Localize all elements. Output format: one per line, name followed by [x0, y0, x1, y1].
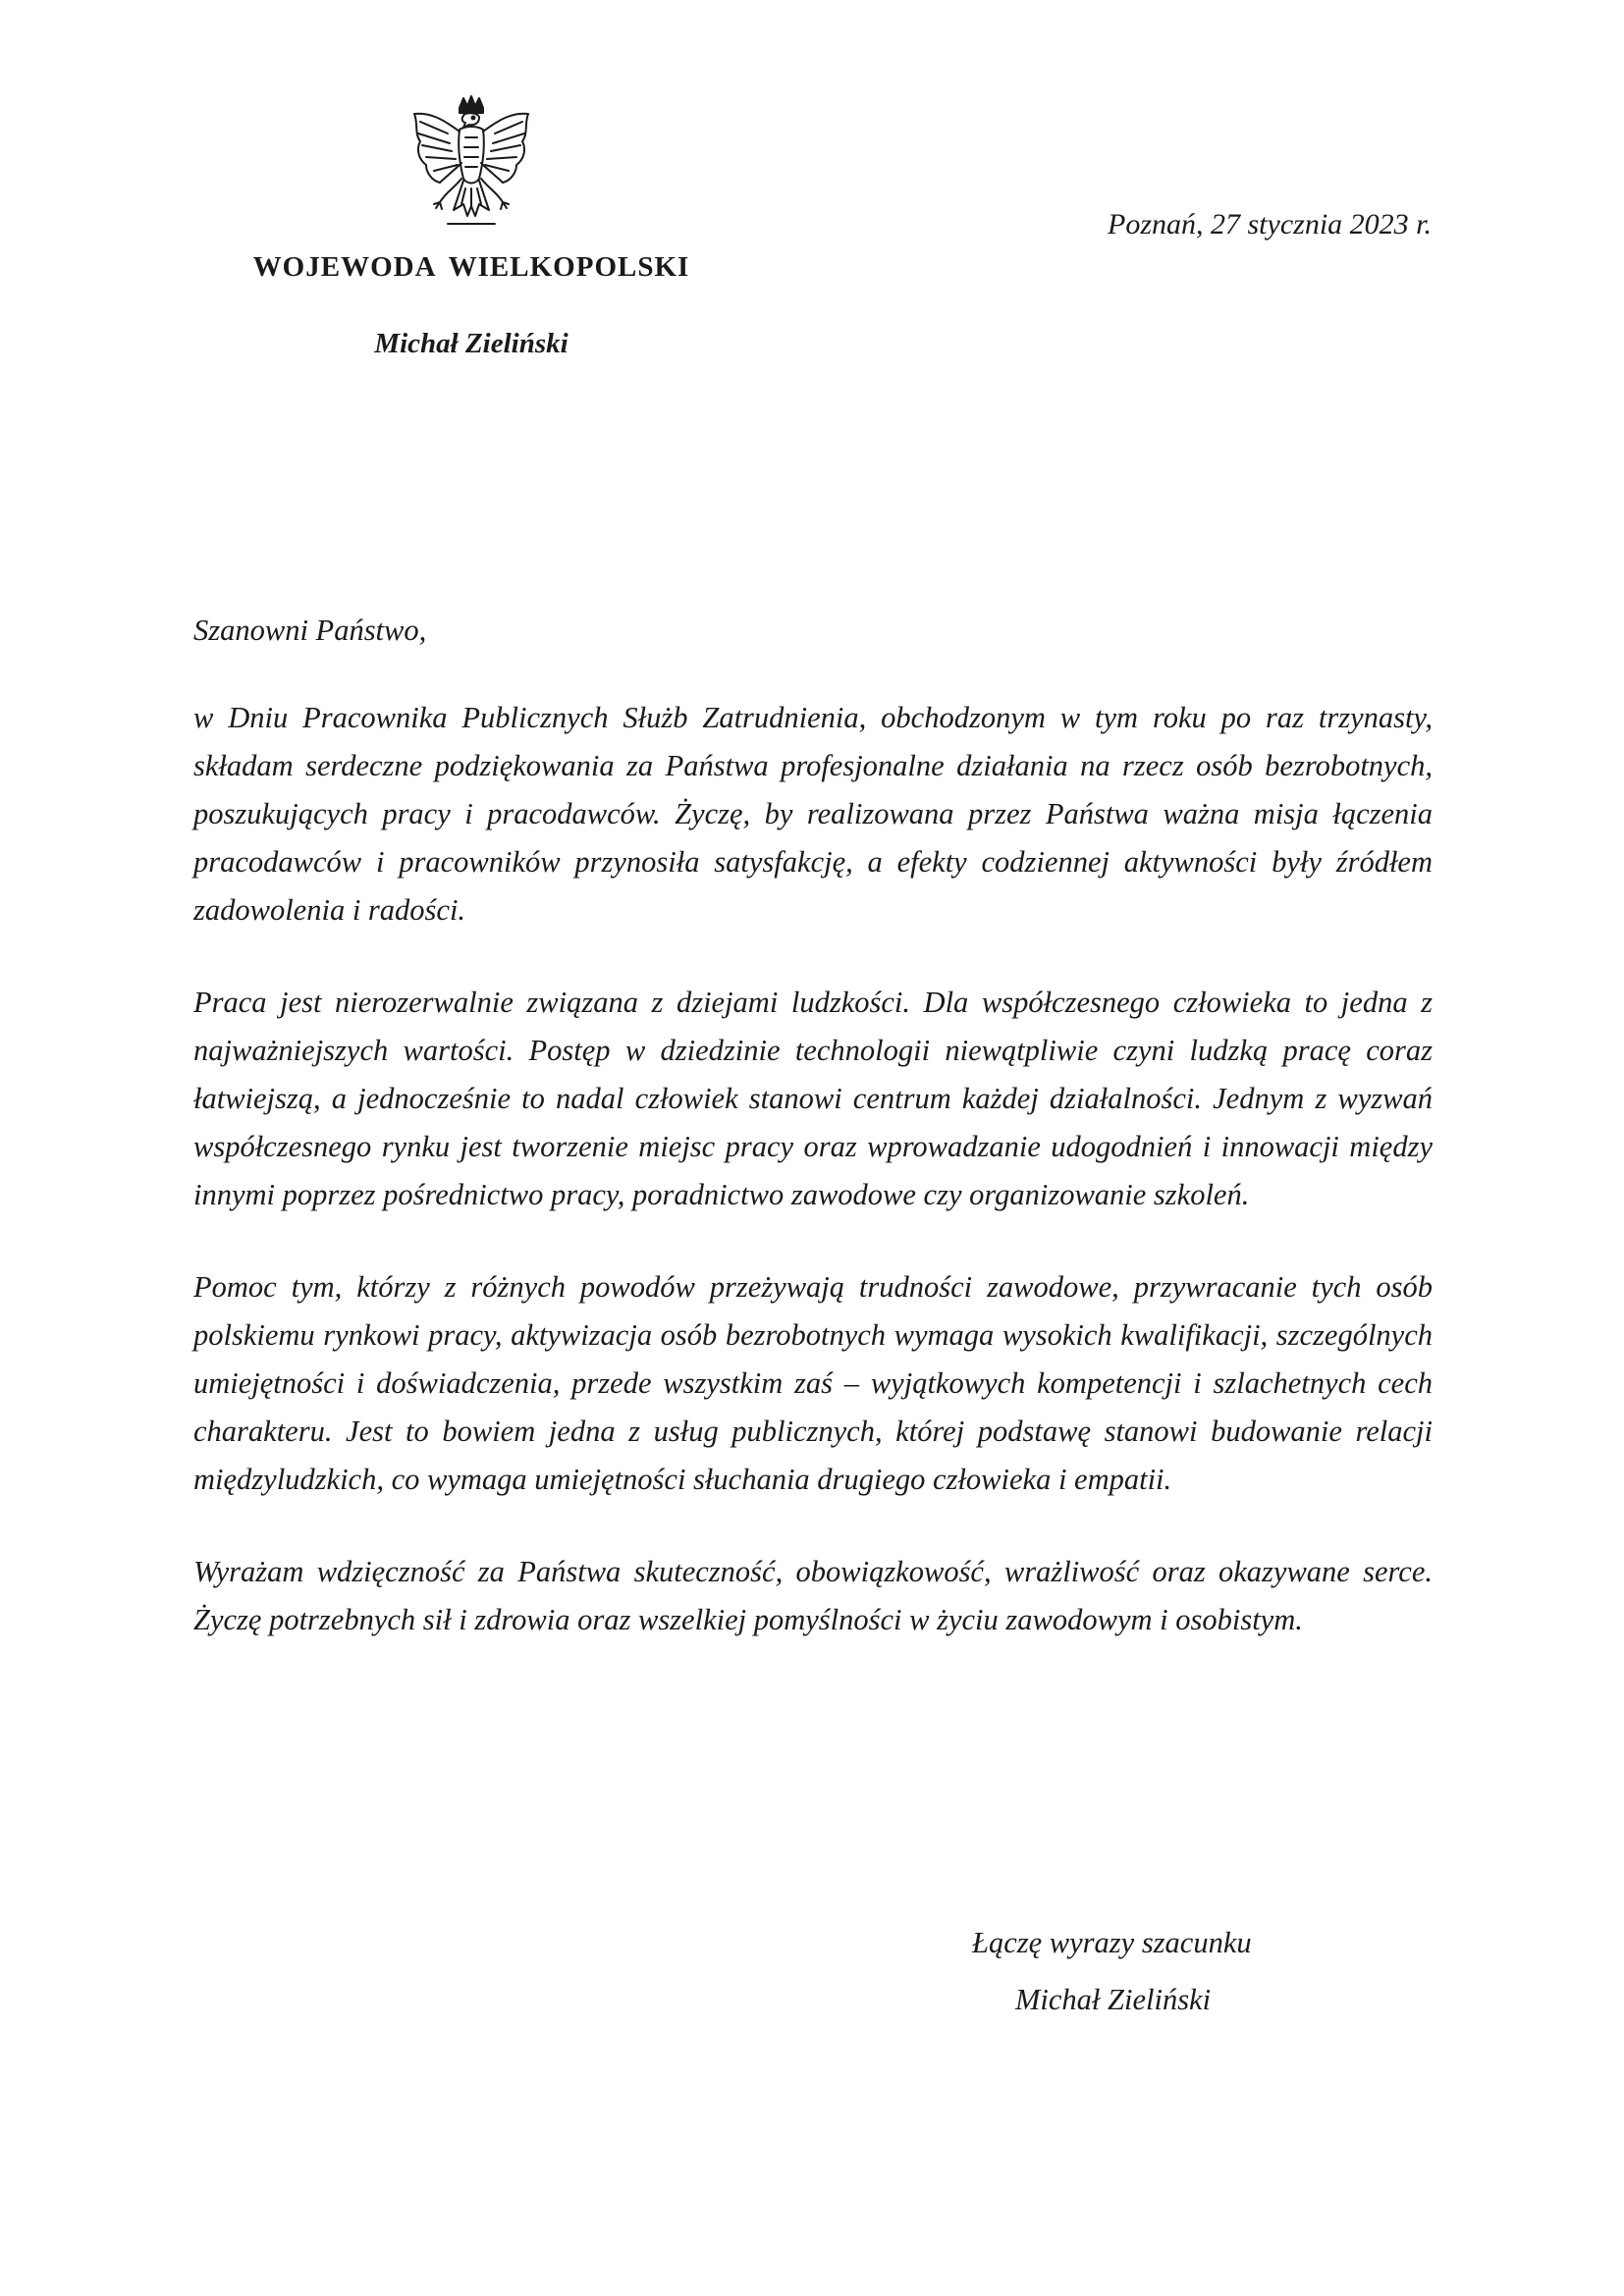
salutation: Szanowni Państwo, [193, 614, 427, 647]
signature-name: Michał Zieliński [1015, 1983, 1212, 2016]
letter-date: Poznań, 27 stycznia 2023 r. [1108, 208, 1432, 240]
office-title: WOJEWODA WIELKOPOLSKI [252, 251, 690, 283]
polish-white-eagle-emblem-icon [405, 94, 538, 241]
paragraph: Pomoc tym, którzy z różnych powodów przeżywają trudności zawodowe, przywracanie tych osób polskiemu rynkowi pracy, aktywizacja osób bezrobotnych wymaga wysokich kwalifikacji, szczególnych umiejętności i doświadczenia, przede wszystkim zaś – wyjątkowych kompetencji i szlachetnych cech charakteru. Jest to bowiem jedna z usług publicznych, której podstawę stanowi budowanie relacji międzyludzkich, co wymaga umiejętności słuchania drugiego człowieka i empatii. [193, 1270, 1433, 1496]
paragraph: w Dniu Pracownika Publicznych Służb Zatrudnienia, obchodzonym w tym roku po raz trzynasty, składam serdeczne podziękowania za Państwa profesjonalne działania na rzecz osób bezrobotnych, poszukujących pracy i pracodawców. Życzę, by realizowana przez Państwa ważna misja łączenia pracodawców i pracowników przynosiła satysfakcję, a efekty codziennej aktywności były źródłem zadowolenia i radości. [193, 701, 1433, 927]
closing-phrase: Łączę wyrazy szacunku [972, 1926, 1252, 1959]
letter-body [193, 607, 1433, 1688]
office-holder-name: Michał Zieliński [374, 328, 568, 359]
closing-block [972, 1914, 1326, 2028]
paragraph: Wyrażam wdzięczność za Państwa skuteczność, obowiązkowość, wrażliwość oraz okazywane serce. Życzę potrzebnych sił i zdrowia oraz wszelkiej pomyślności w życiu zawodowym i osobistym. [193, 1555, 1433, 1636]
paragraph: Praca jest nierozerwalnie związana z dziejami ludzkości. Dla współczesnego człowieka to jedna z najważniejszych wartości. Postęp w dziedzinie technologii niewątpliwie czyni ludzką pracę coraz łatwiejszą, a jednocześnie to nadal człowiek stanowi centrum każdej działalności. Jednym z wyzwań współczesnego rynku jest tworzenie miejsc pracy oraz wprowadzanie udogodnień i innowacji między innymi poprzez pośrednictwo pracy, poradnictwo zawodowe czy organizowanie szkoleń. [193, 986, 1433, 1211]
